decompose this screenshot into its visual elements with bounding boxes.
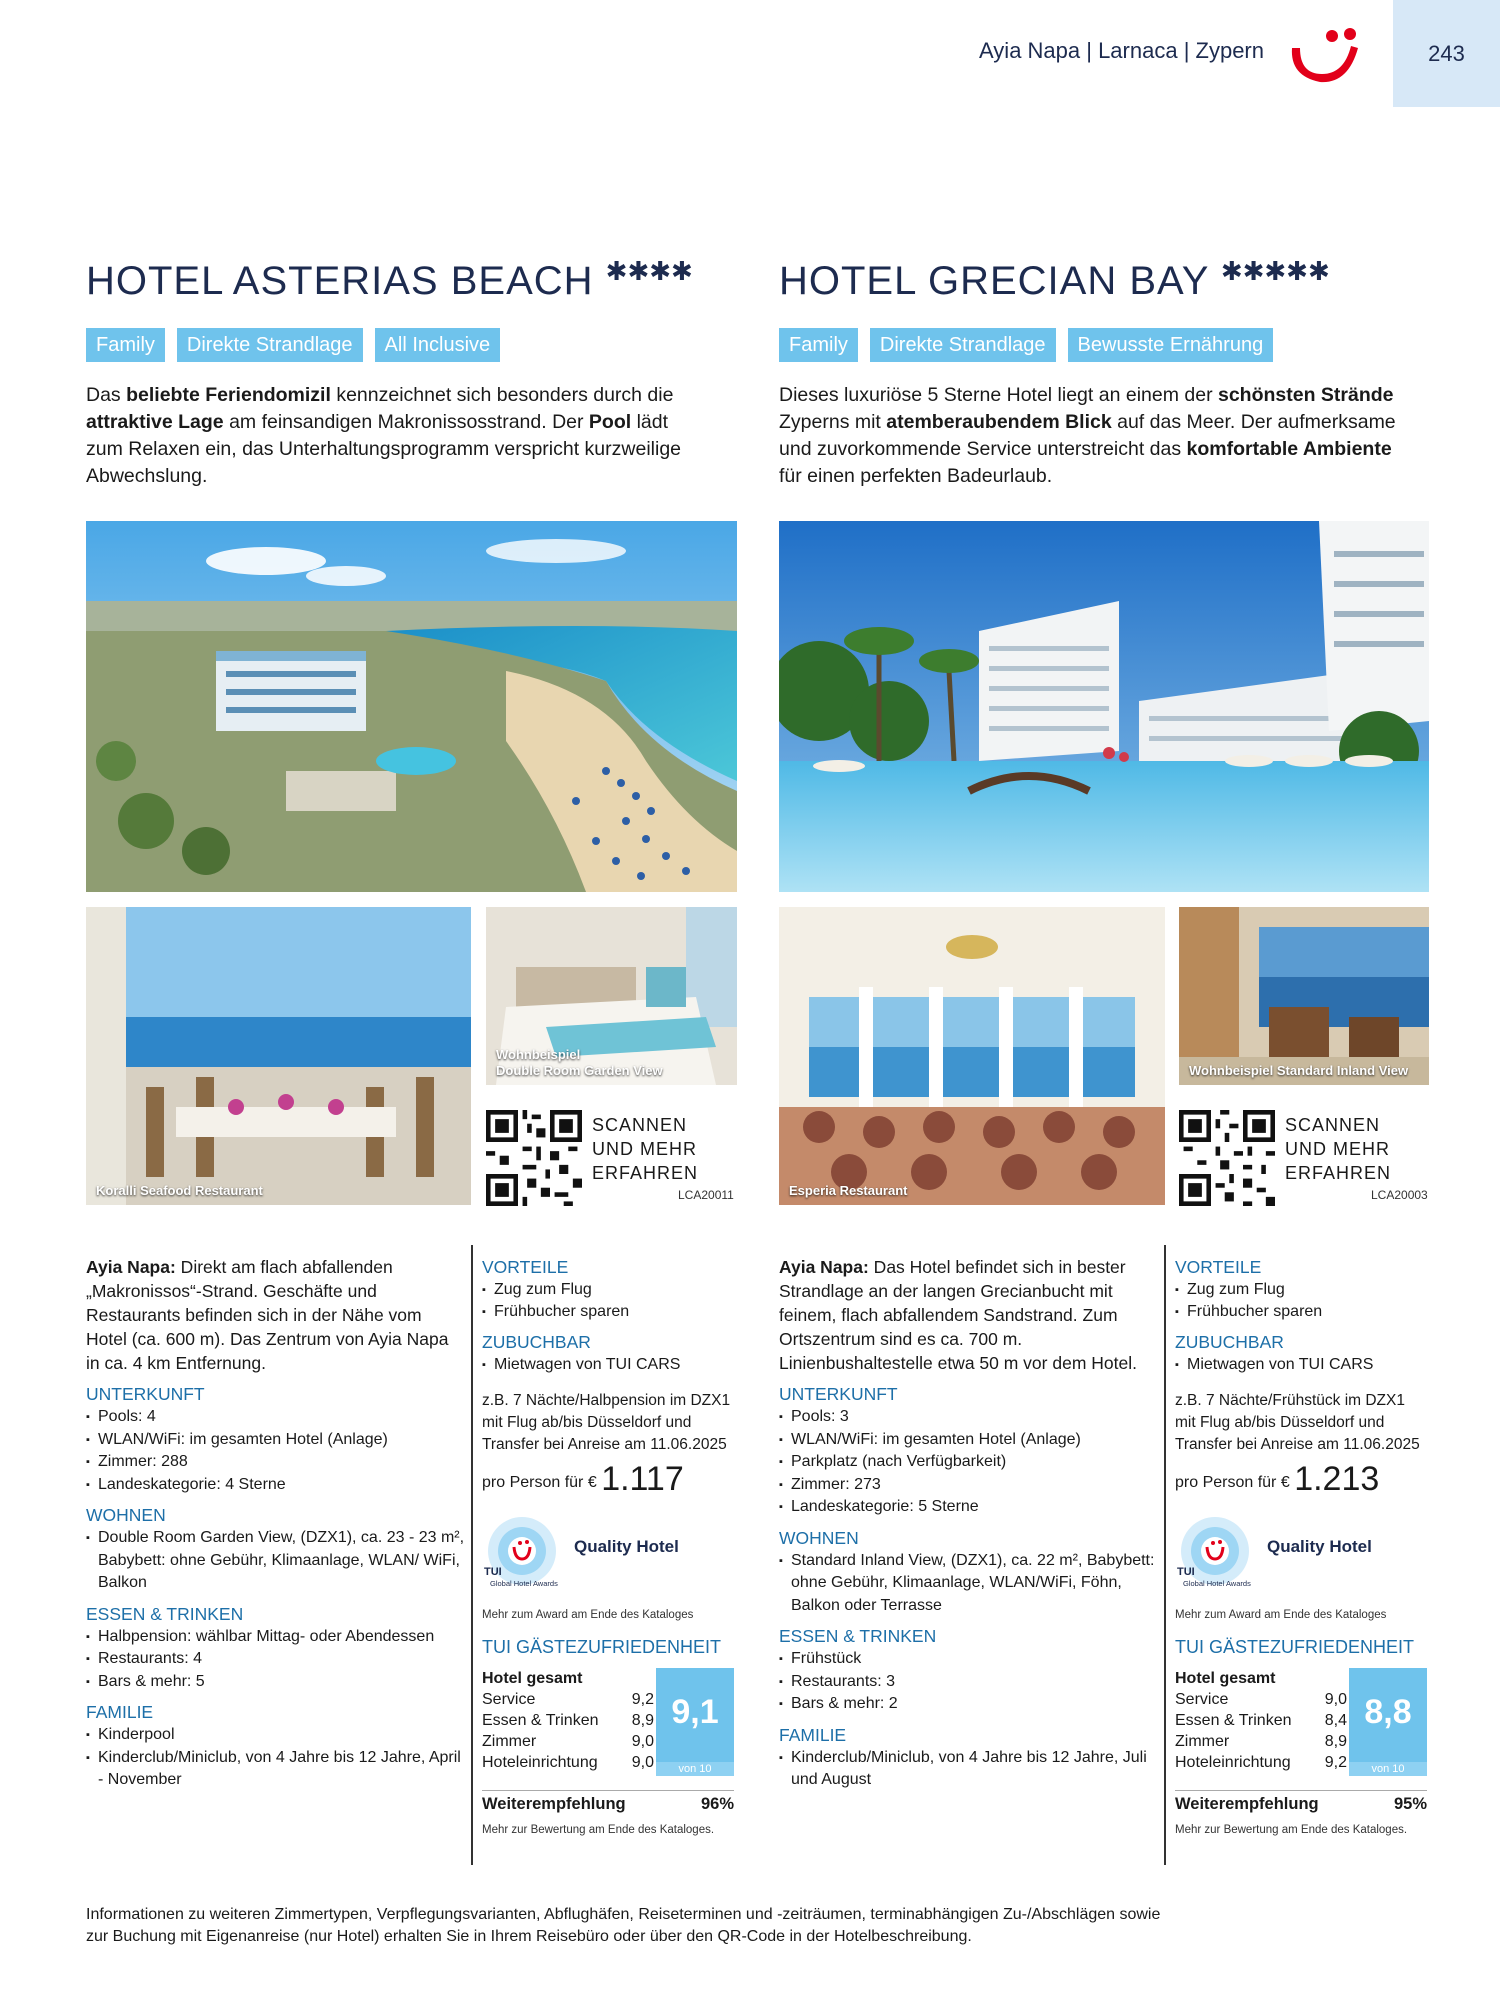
tag-nutrition: Bewusste Ernährung bbox=[1068, 328, 1274, 362]
tag-beach: Direkte Strandlage bbox=[177, 328, 363, 362]
qr-code[interactable] bbox=[1179, 1110, 1275, 1206]
tag-family: Family bbox=[86, 328, 165, 362]
list: ▪ Mietwagen von TUI CARS bbox=[1175, 1354, 1429, 1376]
award-note: Mehr zum Award am Ende des Kataloges bbox=[1175, 1609, 1387, 1621]
overall-score: 9,1 von 10 bbox=[656, 1668, 734, 1776]
scan-label: SCANNEN UND MEHR ERFAHREN bbox=[592, 1115, 699, 1183]
rating-row: Hotel gesamt bbox=[1175, 1670, 1276, 1687]
award-badge bbox=[1175, 1515, 1429, 1605]
overall-score: 8,8 von 10 bbox=[1349, 1668, 1427, 1776]
hotel-photo-pool bbox=[779, 521, 1429, 892]
price-example: z.B. 7 Nächte/Halbpension im DZX1 mit Flug ab/bis Düsseldorf und Transfer bei Anreise am 11.06.2025 bbox=[482, 1392, 731, 1453]
booking-panel bbox=[482, 1256, 736, 1836]
rating-row: Essen & Trinken 8,4 bbox=[1175, 1712, 1347, 1729]
section-title: ESSEN & TRINKEN bbox=[779, 1626, 937, 1646]
qr-code[interactable] bbox=[486, 1110, 582, 1206]
award-badge bbox=[482, 1515, 736, 1605]
hotel-name: HOTEL ASTERIAS BEACH bbox=[86, 259, 594, 303]
hotel-intro: Dieses luxuriöse 5 Sterne Hotel liegt an einem der schönsten Strände Zyperns mit atemberaubendem Blick auf das Meer. Der aufmerksame und zuvorkommende Service unterstreicht das komfortable Ambiente für einen perfekten Badeurlaub. bbox=[779, 384, 1396, 487]
list: ▪ Zug zum Flug ▪ Frühbucher sparen bbox=[482, 1279, 736, 1323]
tag-list bbox=[779, 328, 1431, 362]
rating-row: Essen & Trinken 8,9 bbox=[482, 1712, 654, 1729]
footer-note: Informationen zu weiteren Zimmertypen, Verpflegungsvarianten, Abflughäfen, Reiseterminen und -zeiträumen, terminabhängigen Zu-/Abschlägen sowie zur Buchung mit Eigenanreise (nur Hotel) erhalten Sie in Ihrem Reisebüro oder über den QR-Code in der Hotelbeschreibung. bbox=[86, 1906, 1161, 1945]
award-label: Quality Hotel bbox=[574, 1537, 679, 1556]
column-divider bbox=[471, 1245, 473, 1865]
rating-note: Mehr zur Bewertung am Ende des Kataloges. bbox=[482, 1824, 715, 1836]
rating-table bbox=[1175, 1668, 1429, 1790]
hotel-photo-restaurant bbox=[779, 907, 1165, 1205]
section-title: WOHNEN bbox=[86, 1505, 166, 1525]
section-title: ESSEN & TRINKEN bbox=[86, 1603, 244, 1624]
hotel-asterias-beach bbox=[86, 246, 738, 490]
hotel-photo-room bbox=[1179, 907, 1429, 1085]
hotel-title bbox=[86, 246, 738, 306]
hotel-code: LCA20011 bbox=[678, 1188, 734, 1202]
list: ▪ Standard Inland View, (DZX1), ca. 22 m², Babybett: ohne Gebühr, Klimaanlage, WLAN/WiFi, Föhn, Balkon oder Terrasse bbox=[779, 1550, 1159, 1618]
hotel-code: LCA20003 bbox=[1371, 1188, 1428, 1202]
booking-panel bbox=[1175, 1256, 1429, 1836]
scan-label: SCANNEN UND MEHR ERFAHREN bbox=[1285, 1115, 1392, 1183]
photo-caption: Wohnbeispiel Double Room Garden View bbox=[496, 1047, 663, 1078]
hotel-details: Ayia Napa: Direkt am flach abfallenden „Makronissos“-Strand. Geschäfte und Restaurants befinden sich in der Nähe vom Hotel (ca. 600 m). Das Zentrum von Ayia Napa in ca. 4 km Entfernung. UNTERKUNFT ▪ Pools: 4 ▪ WLAN/WiFi: im gesamten Hotel (Anlage) ▪ Zimmer: 288 ▪ Landeskategorie: 4 Sterne WOHNEN ▪ Double Room Garden View, (DZX1), ca. 23 - 23 m², Babybett: ohne Gebühr, Klimaanlage, WLAN/ WiFi, Balkon ESSEN & TRINKEN ▪ Halbpension: wählbar Mittag- oder Abendessen ▪ Restaurants: 4 ▪ Bars & mehr: 5 FAMILIE ▪ Kinderpool ▪ Kinderclub/Miniclub, von 4 Jahre bis 12 Jahre, April - November bbox=[86, 1255, 466, 1792]
tag-family: Family bbox=[779, 328, 858, 362]
rating-row: Hoteleinrichtung 9,2 bbox=[1175, 1754, 1347, 1771]
hotel-title bbox=[779, 246, 1431, 306]
list: ▪ Kinderclub/Miniclub, von 4 Jahre bis 12 Jahre, Juli und August bbox=[779, 1747, 1159, 1792]
list: ▪ Frühstück ▪ Restaurants: 3 ▪ Bars & mehr: 2 bbox=[779, 1648, 1159, 1716]
page-number: 243 bbox=[1393, 0, 1500, 107]
rating-note: Mehr zur Bewertung am Ende des Kataloges. bbox=[1175, 1824, 1408, 1836]
photo-caption: Koralli Seafood Restaurant bbox=[96, 1183, 263, 1198]
vorteile-title: VORTEILE bbox=[482, 1257, 569, 1277]
svg-text:Global Hotel Awards: Global Hotel Awards bbox=[1183, 1579, 1251, 1588]
rating-row: Hoteleinrichtung 9,0 bbox=[482, 1754, 654, 1771]
award-label: Quality Hotel bbox=[1267, 1537, 1372, 1556]
region-breadcrumb: Ayia Napa | Larnaca | Zypern bbox=[979, 38, 1264, 63]
tui-award-icon bbox=[1175, 1515, 1255, 1595]
svg-text:TUI: TUI bbox=[484, 1566, 502, 1578]
list: ▪ Mietwagen von TUI CARS bbox=[482, 1354, 736, 1376]
vorteile-title: VORTEILE bbox=[1175, 1257, 1262, 1277]
tag-list bbox=[86, 328, 738, 362]
price-example: z.B. 7 Nächte/Frühstück im DZX1 mit Flug ab/bis Düsseldorf und Transfer bei Anreise am 11.06.2025 bbox=[1175, 1392, 1420, 1453]
rating-row: Zimmer 9,0 bbox=[482, 1733, 654, 1750]
tag-beach: Direkte Strandlage bbox=[870, 328, 1056, 362]
star-rating: ✱✱✱✱ bbox=[605, 256, 693, 286]
hotel-details: Ayia Napa: Das Hotel befindet sich in bester Strandlage an der langen Grecianbucht mit feinem, flach abfallendem Sandstrand. Zum Ortszentrum sind es ca. 700 m. Linienbushaltestelle etwa 50 m vor dem Hotel. UNTERKUNFT ▪ Pools: 3 ▪ WLAN/WiFi: im gesamten Hotel (Anlage) ▪ Parkplatz (nach Verfügbarkeit) ▪ Zimmer: 273 ▪ Landeskategorie: 5 Sterne WOHNEN ▪ Standard Inland View, (DZX1), ca. 22 m², Babybett: ohne Gebühr, Klimaanlage, WLAN/WiFi, Föhn, Balkon oder Terrasse ESSEN & TRINKEN ▪ Frühstück ▪ Restaurants: 3 ▪ Bars & mehr: 2 FAMILIE ▪ Kinderclub/Miniclub, von 4 Jahre bis 12 Jahre, Juli und August bbox=[779, 1255, 1159, 1792]
list: ▪ Pools: 3 ▪ WLAN/WiFi: im gesamten Hotel (Anlage) ▪ Parkplatz (nach Verfügbarkeit) ▪ Zimmer: 273 ▪ Landeskategorie: 5 Sterne bbox=[779, 1406, 1159, 1519]
list: ▪ Double Room Garden View, (DZX1), ca. 23 - 23 m², Babybett: ohne Gebühr, Klimaanlage, WLAN/ WiFi, Balkon bbox=[86, 1527, 466, 1595]
section-title: FAMILIE bbox=[86, 1702, 154, 1722]
tui-logo-icon bbox=[1288, 26, 1362, 88]
hotel-photo-room bbox=[486, 907, 737, 1085]
recommendation: Weiterempfehlung 96% bbox=[482, 1790, 734, 1814]
price: pro Person für € 1.117 bbox=[482, 1460, 684, 1498]
rating-row: Service 9,0 bbox=[1175, 1691, 1347, 1708]
rating-row: Hotel gesamt bbox=[482, 1670, 583, 1687]
list: ▪ Halbpension: wählbar Mittag- oder Abendessen ▪ Restaurants: 4 ▪ Bars & mehr: 5 bbox=[86, 1626, 466, 1694]
zubuchbar-title: ZUBUCHBAR bbox=[1175, 1332, 1284, 1352]
list: ▪ Zug zum Flug ▪ Frühbucher sparen bbox=[1175, 1279, 1429, 1323]
photo-caption: Wohnbeispiel Standard Inland View bbox=[1189, 1063, 1409, 1078]
section-title: UNTERKUNFT bbox=[779, 1384, 898, 1404]
rating-row: Zimmer 8,9 bbox=[1175, 1733, 1347, 1750]
zubuchbar-title: ZUBUCHBAR bbox=[482, 1332, 591, 1352]
rating-title: TUI GÄSTEZUFRIEDENHEIT bbox=[1175, 1637, 1415, 1657]
recommendation: Weiterempfehlung 95% bbox=[1175, 1790, 1427, 1814]
rating-row: Service 9,2 bbox=[482, 1691, 654, 1708]
hotel-grecian-bay bbox=[779, 246, 1431, 490]
tag-all-inclusive: All Inclusive bbox=[375, 328, 501, 362]
photo-caption: Esperia Restaurant bbox=[789, 1183, 908, 1198]
svg-text:TUI: TUI bbox=[1177, 1566, 1195, 1578]
svg-text:Global Hotel Awards: Global Hotel Awards bbox=[490, 1579, 558, 1588]
hotel-name: HOTEL GRECIAN BAY bbox=[779, 259, 1209, 303]
section-title: UNTERKUNFT bbox=[86, 1384, 205, 1404]
column-divider bbox=[1164, 1245, 1166, 1865]
list: ▪ Kinderpool ▪ Kinderclub/Miniclub, von 4 Jahre bis 12 Jahre, April - November bbox=[86, 1724, 466, 1792]
price: pro Person für € 1.213 bbox=[1175, 1460, 1380, 1498]
section-title: WOHNEN bbox=[779, 1527, 859, 1548]
tui-award-icon bbox=[482, 1515, 562, 1595]
section-title: FAMILIE bbox=[779, 1724, 847, 1745]
hotel-photo-restaurant bbox=[86, 907, 471, 1205]
rating-table bbox=[482, 1668, 736, 1790]
hotel-intro: Das beliebte Feriendomizil kennzeichnet sich besonders durch die attraktive Lage am feinsandigen Makronissosstrand. Der Pool lädt zum Relaxen ein, das Unterhaltungsprogramm verspricht kurzweilige Abwechslung. bbox=[86, 384, 682, 487]
star-rating: ✱✱✱✱✱ bbox=[1220, 256, 1330, 286]
hotel-photo-aerial bbox=[86, 521, 737, 892]
award-note: Mehr zum Award am Ende des Kataloges bbox=[482, 1609, 694, 1621]
rating-title: TUI GÄSTEZUFRIEDENHEIT bbox=[482, 1637, 722, 1657]
list: ▪ Pools: 4 ▪ WLAN/WiFi: im gesamten Hotel (Anlage) ▪ Zimmer: 288 ▪ Landeskategorie: 4 Sterne bbox=[86, 1406, 466, 1496]
